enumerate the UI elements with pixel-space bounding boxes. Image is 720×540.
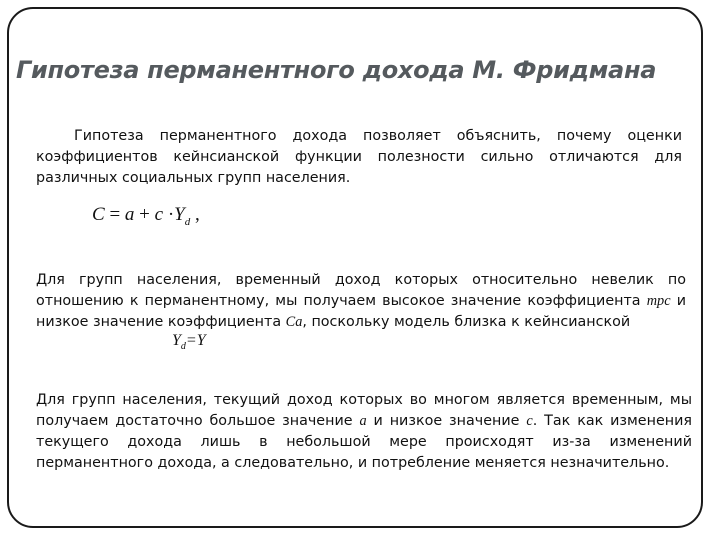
- p2-text-2: и низкое значение коэффициента: [36, 293, 686, 330]
- formula-c-lhs: C: [92, 204, 105, 225]
- paragraph-temporary-income: [36, 390, 692, 474]
- p2-text-3: , поскольку модель близка к кейнсианской: [302, 314, 631, 330]
- formula-a: a: [124, 204, 135, 225]
- p3-c: c: [526, 413, 533, 429]
- consumption-formula: [92, 204, 200, 226]
- paragraph-low-temporary-income: [36, 270, 686, 333]
- p2-text-1: Для групп населения, временный доход которых относительно невелик по отношению к перманентному, мы получаем высокое значение коэффициента: [36, 272, 686, 309]
- overlay-equals-y: =Y: [185, 332, 206, 349]
- formula-equals: =: [109, 204, 121, 225]
- formula-comma: ,: [194, 204, 200, 225]
- formula-c: c: [154, 204, 164, 225]
- p3-text-3: . Так как изменения текущего дохода лишь в небольшой мере происходят из-за изменений перманентного дохода, а следовательно, и потребление меняется незначительно.: [36, 413, 692, 471]
- formula-plus: +: [139, 204, 150, 225]
- overlay-subscript: d: [180, 341, 186, 352]
- overlay-formula-yd-equals-y: [172, 332, 206, 350]
- p3-text-1: Для групп населения, текущий доход которых во многом является временным, мы получаем достаточно большое значение: [36, 392, 692, 429]
- slide-title: Гипотеза перманентного дохода М. Фридмана: [16, 56, 657, 84]
- p2-ca: Ca: [285, 314, 303, 330]
- p2-mpc: mpc: [646, 293, 671, 309]
- formula-subscript: d: [184, 216, 191, 228]
- formula-y: Y: [174, 204, 185, 225]
- overlay-y: Y: [172, 332, 181, 349]
- p3-text-2: и низкое значение: [366, 413, 527, 429]
- paragraph-intro: Гипотеза перманентного дохода позволяет объяснить, почему оценки коэффициентов кейнсианской функции полезности сильно отличаются для различных социальных групп населения.: [36, 128, 682, 186]
- p3-a: a: [359, 413, 367, 429]
- formula-dot: ·: [167, 204, 175, 225]
